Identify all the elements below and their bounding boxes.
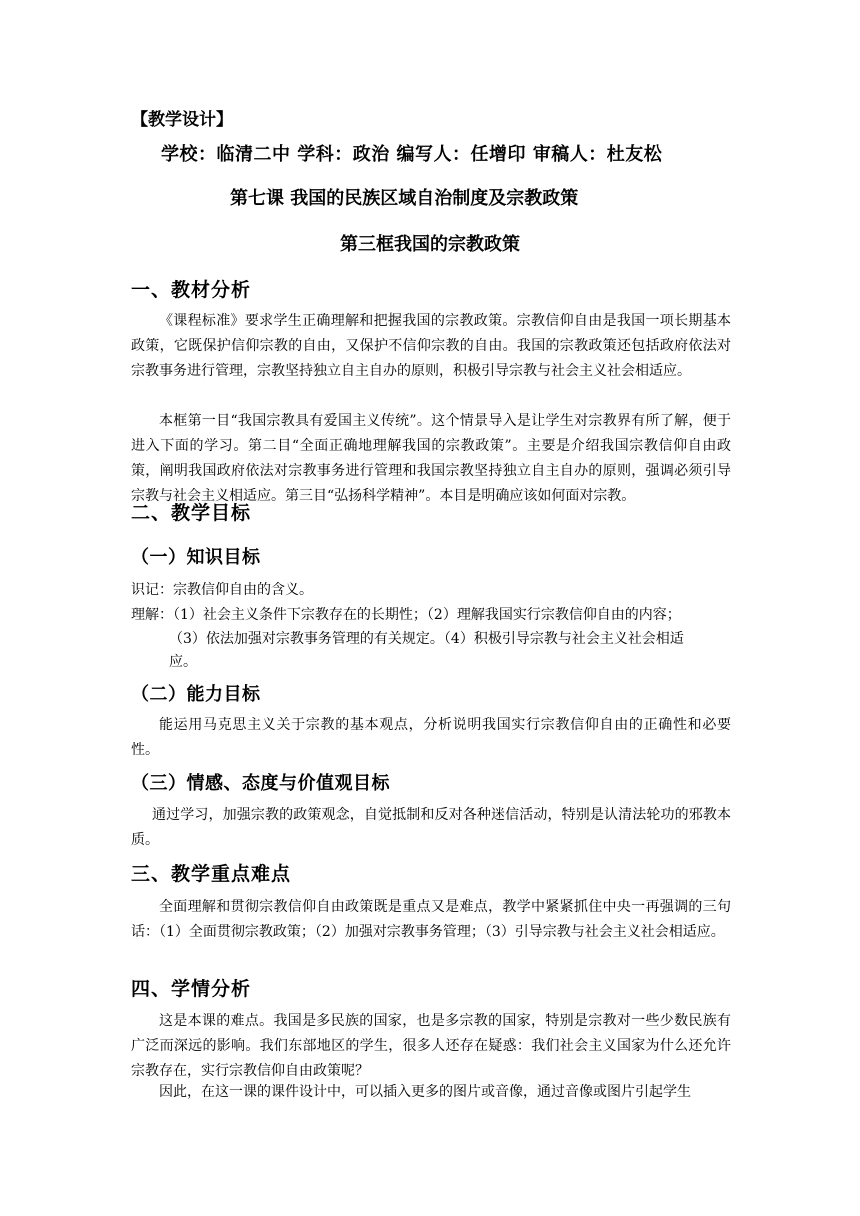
section-4-paragraph-1: 这是本课的难点。我国是多民族的国家，也是多宗教的国家，特别是宗教对一些少数民族有广泛而深远的影响。我们东部地区的学生，很多人还存在疑惑：我们社会主义国家为什么还允许宗教存在，实行宗教信仰自由政策呢？ [131,1013,731,1079]
ability-goal-text: 能运用马克思主义关于宗教的基本观点，分析说明我国实行宗教信仰自由的正确性和必要性。 [131,717,731,758]
section-4-heading: 四、学情分析 [131,978,252,1000]
knowledge-line-2: 理解：（1）社会主义条件下宗教存在的长期性；（2）理解我国实行宗教信仰自由的内容； [131,607,681,623]
emotion-goal-text: 通过学习，加强宗教的政策观念，自觉抵制和反对各种迷信活动，特别是认清法轮功的邪教本质。 [131,807,731,848]
section-4-paragraph-2: 因此，在这一课的课件设计中，可以插入更多的图片或音像，通过音像或图片引起学生 [159,1084,691,1100]
section-2-heading: 二、教学目标 [131,502,252,524]
knowledge-line-3: （3）依法加强对宗教事务管理的有关规定。（4）积极引导宗教与社会主义社会相适 [169,631,684,647]
section-1-heading: 一、教材分析 [131,279,252,301]
knowledge-line-1: 识记：宗教信仰自由的含义。 [131,582,313,598]
school-line: 学校：临清二中 学科：政治 编写人：任增印 审稿人：杜友松 [161,144,663,165]
emotion-goal-heading: （三）情感、态度与价值观目标 [131,773,390,794]
lesson-title: 第七课 我国的民族区域自治制度及宗教政策 [230,188,579,209]
knowledge-goal-heading: （一）知识目标 [131,547,261,568]
design-tag: 【教学设计】 [131,110,233,130]
knowledge-line-4: 应。 [169,654,197,670]
section-3-heading: 三、教学重点难点 [131,863,292,885]
section-1-paragraph-1: 《课程标准》要求学生正确理解和把握我国的宗教政策。宗教信仰自由是我国一项长期基本政策，它既保护信仰宗教的自由，又保护不信仰宗教的自由。我国的宗教政策还包括政府依法对宗教事务进行管理，宗教坚持独立自主自办的原则，积极引导宗教与社会主义社会相适应。 [131,313,731,379]
section-3-paragraph: 全面理解和贯彻宗教信仰自由政策既是重点又是难点，教学中紧紧抓住中央一再强调的三句话：（1）全面贯彻宗教政策；（2）加强对宗教事务管理；（3）引导宗教与社会主义社会相适应。 [131,899,731,940]
section-1-paragraph-2: 本框第一目“我国宗教具有爱国主义传统”。这个情景导入是让学生对宗教界有所了解，便于进入下面的学习。第二目“全面正确地理解我国的宗教政策”。主要是介绍我国宗教信仰自由政策，阐明我国政府依法对宗教事务进行管理和我国宗教坚持独立自主自办的原则，强调必须引导宗教与社会主义相适应。第三目“弘扬科学精神”。本目是明确应该如何面对宗教。 [131,413,731,504]
frame-title: 第三框我国的宗教政策 [340,234,520,255]
ability-goal-heading: （二）能力目标 [131,684,261,705]
